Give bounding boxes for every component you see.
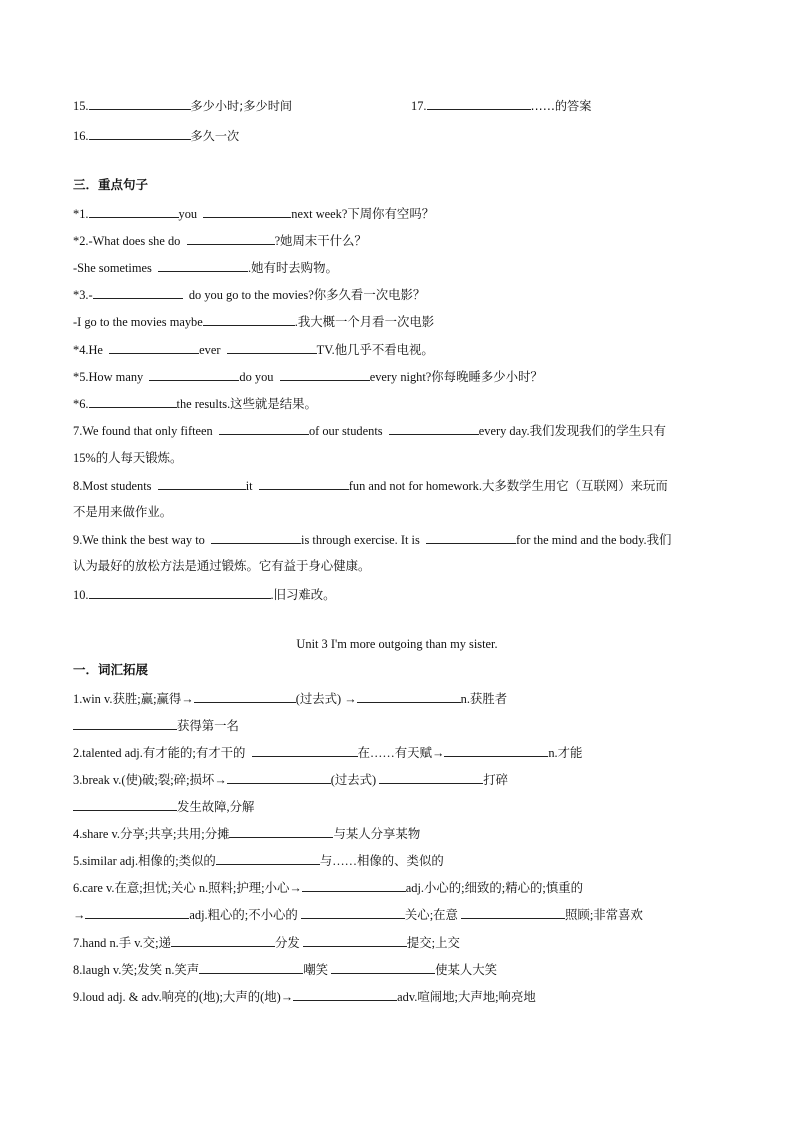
vocab-item-16: 16. 多久一次 xyxy=(73,129,240,143)
sentence-line: *5.How many do you every night?你每晚睡多少小时？ xyxy=(73,370,543,384)
answer-blank[interactable] xyxy=(85,906,189,919)
sentence-line: 7.We found that only fifteen of our students every day.我们发现我们的学生只有 xyxy=(73,424,666,438)
vocab-line: 1.win v.获胜;赢;赢得→ (过去式) → n.获胜者 xyxy=(73,692,508,706)
sentence-line-continued: 认为最好的放松方法是通过锻炼。它有益于身心健康。 xyxy=(73,559,371,573)
answer-blank[interactable] xyxy=(73,717,177,730)
answer-blank[interactable] xyxy=(303,934,407,947)
answer-blank[interactable] xyxy=(229,825,333,838)
answer-blank[interactable] xyxy=(89,586,271,599)
sentence-line: 9.We think the best way to is through exercise. It is for the mind and the body.我们 xyxy=(73,533,672,547)
answer-blank[interactable] xyxy=(280,368,370,381)
answer-blank[interactable] xyxy=(194,690,296,703)
sentence-line: *6. the results.这些就是结果。 xyxy=(73,397,317,411)
answer-blank[interactable] xyxy=(219,422,309,435)
sentence-line: -She sometimes .她有时去购物。 xyxy=(73,261,338,275)
sentence-line: 10. .旧习难改。 xyxy=(73,588,336,602)
answer-blank[interactable] xyxy=(427,97,531,110)
unit-title: Unit 3 I'm more outgoing than my sister. xyxy=(296,637,498,651)
vocab-line-continued: 获得第一名 xyxy=(73,717,239,734)
section-heading-vocab-expansion: 一．词汇拓展 xyxy=(73,662,149,677)
vocab-line: 3.break v.(使)破;裂;碎;损坏→ (过去式) 打碎 xyxy=(73,773,509,787)
answer-blank[interactable] xyxy=(331,961,435,974)
answer-blank[interactable] xyxy=(293,988,397,1001)
answer-blank[interactable] xyxy=(89,205,179,218)
vocab-line: 6.care v.在意;担忧;关心 n.照料;护理;小心→ adj.小心的;细致的;精心的;慎重的 xyxy=(73,881,583,895)
answer-blank[interactable] xyxy=(171,934,275,947)
answer-blank[interactable] xyxy=(89,97,191,110)
answer-blank[interactable] xyxy=(389,422,479,435)
answer-blank[interactable] xyxy=(357,690,461,703)
answer-blank[interactable] xyxy=(149,368,239,381)
answer-blank[interactable] xyxy=(444,744,548,757)
vocab-line-continued: 发生故障,分解 xyxy=(73,798,254,815)
answer-blank[interactable] xyxy=(379,771,483,784)
answer-blank[interactable] xyxy=(302,879,406,892)
vocab-line: 7.hand n.手 v.交;递 分发 提交;上交 xyxy=(73,936,460,950)
answer-blank[interactable] xyxy=(461,906,565,919)
vocab-item-15: 15. 多少小时;多少时间 xyxy=(73,99,293,113)
sentence-line: -I go to the movies maybe .我大概一个月看一次电影 xyxy=(73,315,435,329)
sentence-line-continued: 不是用来做作业。 xyxy=(73,505,173,519)
answer-blank[interactable] xyxy=(301,906,405,919)
answer-blank[interactable] xyxy=(158,477,246,490)
answer-blank[interactable] xyxy=(211,531,301,544)
answer-blank[interactable] xyxy=(203,313,295,326)
answer-blank[interactable] xyxy=(227,341,317,354)
vocab-line: 5.similar adj.相像的;类似的 与……相像的、类似的 xyxy=(73,854,444,868)
sentence-line: *4.He ever TV.他几乎不看电视。 xyxy=(73,343,434,357)
answer-blank[interactable] xyxy=(252,744,358,757)
vocab-line: 2.talented adj.有才能的;有才干的 在……有天赋→ n.才能 xyxy=(73,746,583,760)
answer-blank[interactable] xyxy=(203,205,291,218)
vocab-line: 4.share v.分享;共享;共用;分摊 与某人分享某物 xyxy=(73,827,421,841)
sentence-line: *2.-What does she do ?她周末干什么？ xyxy=(73,234,367,248)
answer-blank[interactable] xyxy=(158,259,248,272)
answer-blank[interactable] xyxy=(216,852,320,865)
answer-blank[interactable] xyxy=(89,127,191,140)
vocab-line-continued: → adj.粗心的;不小心的 关心;在意 照顾;非常喜欢 xyxy=(73,908,643,922)
answer-blank[interactable] xyxy=(89,395,177,408)
sentence-line: 8.Most students it fun and not for homework.大多数学生用它（互联网）来玩而 xyxy=(73,479,668,493)
vocab-line: 9.loud adj. & adv.响亮的(地);大声的(地)→ adv.喧闹地;大声地;响亮地 xyxy=(73,990,536,1004)
vocab-item-17: 17. ……的答案 xyxy=(411,99,592,113)
answer-blank[interactable] xyxy=(109,341,199,354)
answer-blank[interactable] xyxy=(199,961,303,974)
answer-blank[interactable] xyxy=(73,798,177,811)
sentence-line: *3.- do you go to the movies?你多久看一次电影？ xyxy=(73,288,426,302)
answer-blank[interactable] xyxy=(187,232,275,245)
section-heading-key-sentences: 三．重点句子 xyxy=(73,177,149,192)
sentence-line-continued: 15%的人每天锻炼。 xyxy=(73,451,183,465)
answer-blank[interactable] xyxy=(93,286,183,299)
answer-blank[interactable] xyxy=(259,477,349,490)
answer-blank[interactable] xyxy=(227,771,331,784)
vocab-line: 8.laugh v.笑;发笑 n.笑声 嘲笑 使某人大笑 xyxy=(73,963,498,977)
answer-blank[interactable] xyxy=(426,531,516,544)
sentence-line: *1. you next week?下周你有空吗？ xyxy=(73,207,435,221)
